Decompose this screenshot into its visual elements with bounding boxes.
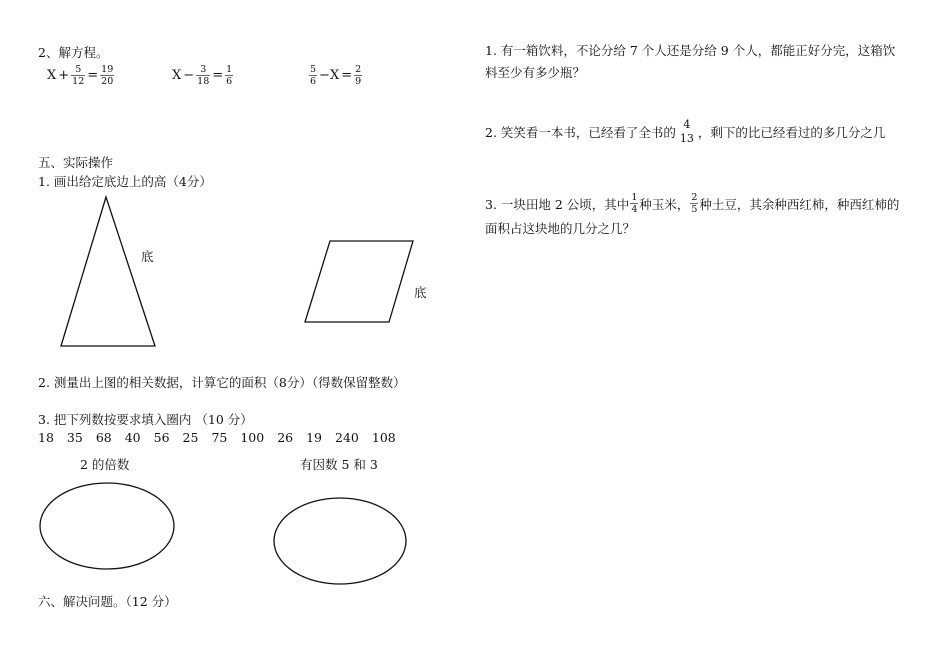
- eq3-equals: =: [341, 68, 353, 83]
- problem-3-text-post: 种土豆，其余种西红柿，种西红柿的: [699, 196, 900, 212]
- number-item: 18: [38, 430, 54, 445]
- number-item: 100: [240, 430, 265, 445]
- equations-heading: 2、解方程。: [38, 45, 109, 60]
- section5-question-3: 3. 把下列数按要求填入圈内 （10 分）: [38, 412, 253, 427]
- problem-3-fraction-1: $\frac{1}{4}$: [631, 192, 638, 215]
- parallelogram-base-label: 底: [414, 285, 427, 300]
- problem-3-fraction-2: $\frac{2}{5}$: [691, 192, 698, 215]
- number-item: 108: [371, 430, 396, 445]
- problem-1-line-2: 料至少有多少瓶？: [485, 65, 586, 80]
- eq2-equals: =: [212, 68, 224, 83]
- number-item: 240: [335, 430, 359, 445]
- eq2-variable: X: [172, 68, 182, 83]
- eq2-fraction-b: $\frac{1}{6}$: [226, 64, 233, 87]
- triangle-base-label: 底: [141, 249, 154, 264]
- eq3-operator: −X: [319, 68, 340, 83]
- circle-multiples-of-2: [40, 483, 174, 569]
- eq1-variable: X: [47, 68, 57, 83]
- section5-heading: 五、实际操作: [38, 155, 114, 170]
- eq3-fraction-b: $\frac{2}{9}$: [355, 64, 362, 87]
- number-item: 25: [182, 430, 199, 445]
- problem-3-line-2: 面积占这块地的几分之几？: [485, 221, 636, 236]
- eq2-fraction-a: $\frac{3}{18}$: [197, 64, 210, 87]
- problem-2-text-post: ，剩下的比已经看过的多几分之几: [697, 124, 886, 140]
- section6-heading: 六、解决问题。（12 分）: [38, 594, 177, 609]
- problem-2-text-pre: 2. 笑笑看一本书，已经看了全书的: [485, 124, 676, 140]
- eq3-fraction-a: $\frac{5}{6}$: [310, 64, 317, 87]
- problem-1: [485, 40, 915, 84]
- triangle-shape: [61, 197, 155, 346]
- circle-factors-5-and-3: [274, 498, 406, 584]
- problem-3-text-mid: 种玉米，: [639, 196, 690, 212]
- circle1-label: 2 的倍数: [80, 457, 130, 472]
- problem-3-line-1: [485, 192, 899, 215]
- problem-3: [485, 192, 899, 237]
- eq1-fraction-b: $\frac{19}{20}$: [101, 64, 114, 87]
- number-item: 26: [277, 430, 294, 445]
- problem-1-line-1: 1. 有一箱饮料，不论分给 7 个人还是分给 9 个人，都能正好分完，这箱饮: [485, 43, 896, 58]
- number-item: 19: [306, 430, 323, 445]
- eq1-operator: +: [58, 68, 70, 83]
- number-item: 56: [153, 430, 170, 445]
- number-item: 35: [66, 430, 83, 445]
- number-item: 75: [211, 430, 228, 445]
- circle2-label: 有因数 5 和 3: [300, 457, 378, 472]
- problem-2: [485, 118, 885, 145]
- eq2-operator: −: [183, 68, 195, 83]
- number-item: 40: [124, 430, 141, 445]
- eq1-fraction-a: $\frac{5}{12}$: [72, 64, 85, 87]
- eq1-equals: =: [87, 68, 99, 83]
- section5-question-2: 2. 测量出上图的相关数据，计算它的面积（8分）（得数保留整数）: [38, 375, 406, 390]
- number-item: 68: [95, 430, 112, 445]
- parallelogram-shape: [305, 241, 413, 322]
- number-list: [38, 430, 409, 445]
- problem-2-fraction: 4 13: [679, 118, 694, 145]
- section5-question-1: 1. 画出给定底边上的高（4分）: [38, 174, 212, 189]
- problem-3-text-pre: 3. 一块田地 2 公顷，其中: [485, 196, 630, 212]
